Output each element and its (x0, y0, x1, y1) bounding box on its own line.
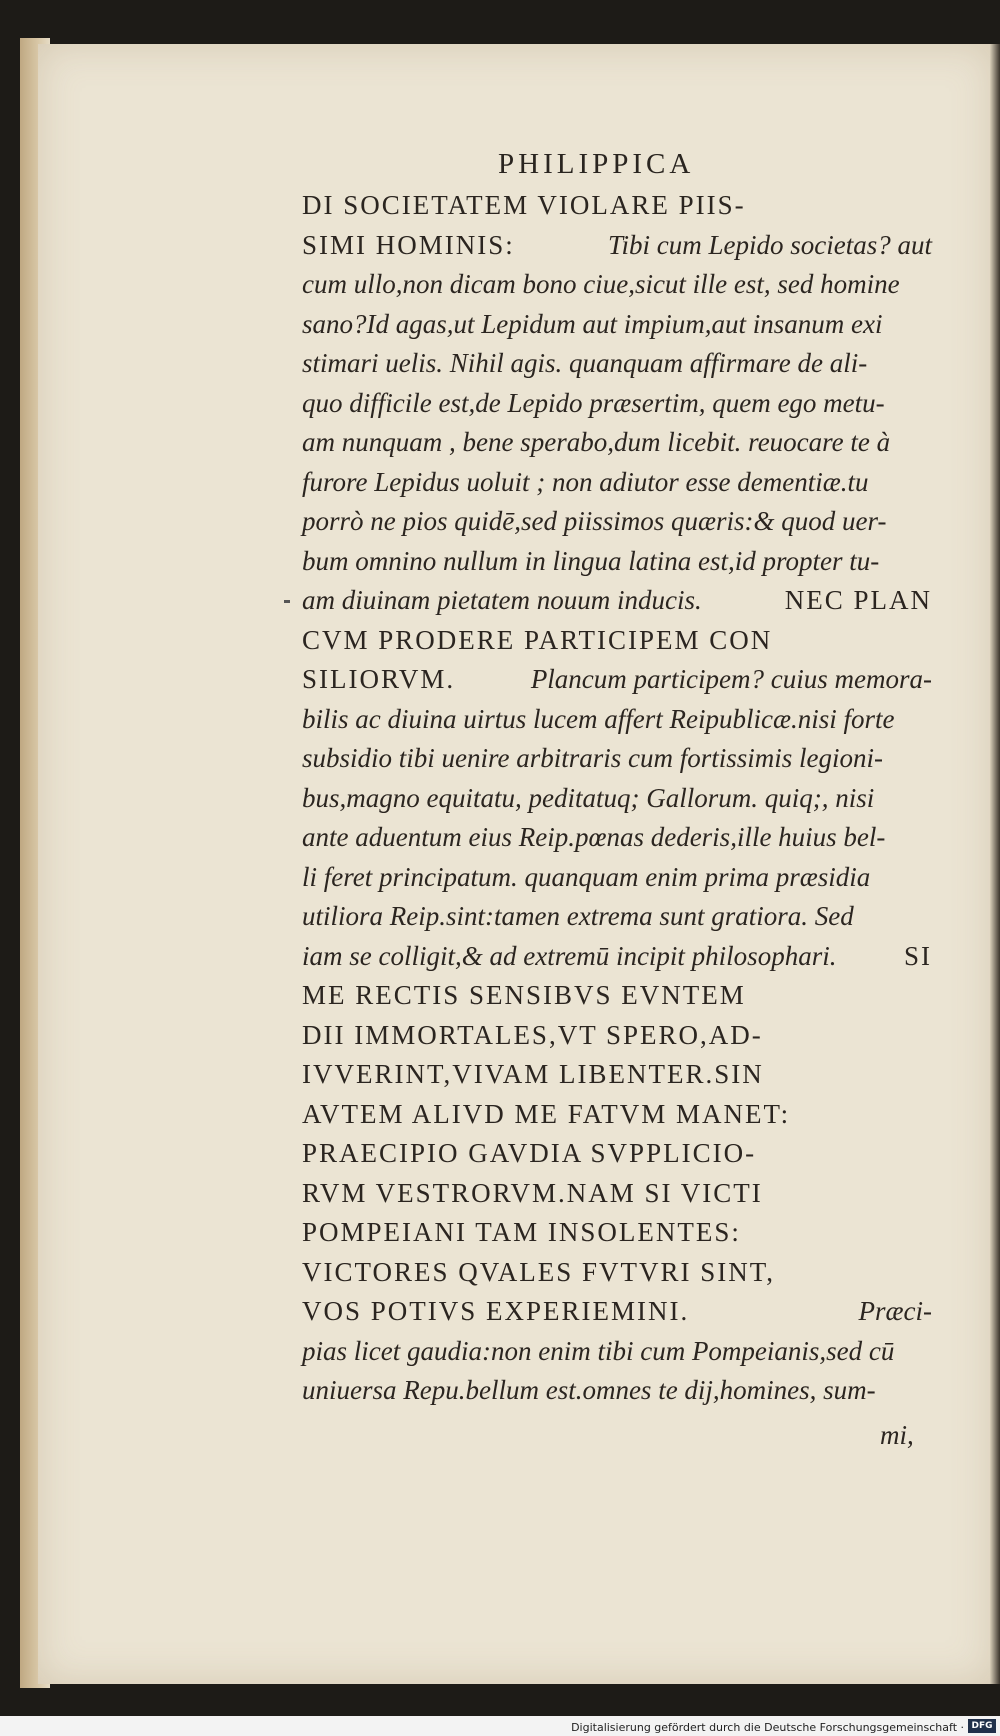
capitals-text-segment: DI SOCIETATEM VIOLARE PIIS- (302, 190, 746, 220)
text-line (302, 423, 932, 463)
italic-text-segment: ante aduentum eius Reip.pœnas dederis,ille huius bel- (302, 822, 886, 852)
capitals-text-segment: SI (903, 940, 932, 971)
catchword: mi, (880, 1420, 914, 1450)
capitals-text-segment: ME RECTIS SENSIBVS EVNTEM (302, 980, 746, 1010)
text-line (302, 305, 932, 345)
italic-text-segment: am diuinam pietatem nouum inducis. (302, 585, 702, 615)
text-line (302, 463, 932, 503)
margin-mark (284, 600, 290, 603)
text-line (302, 739, 932, 779)
italic-text-segment: am nunquam , bene sperabo,dum licebit. reuocare te à (302, 427, 891, 457)
italic-text-segment: li feret principatum. quanquam enim prima præsidia (302, 861, 871, 892)
text-line (302, 1055, 932, 1095)
text-line (302, 1292, 932, 1332)
capitals-text-segment: CVM PRODERE PARTICIPEM CON (302, 624, 773, 655)
text-line (302, 1213, 932, 1253)
italic-text-segment: Præci- (858, 1296, 932, 1326)
capitals-text-segment: DII IMMORTALES,VT SPERO,AD- (302, 1019, 763, 1050)
dfg-logo-icon: DFG (968, 1719, 996, 1733)
text-line (302, 621, 932, 661)
italic-text-segment: sano?Id agas,ut Lepidum aut impium,aut insanum exi (302, 308, 883, 339)
italic-text-segment: iam se colligit,& ad extremū incipit philosophari. (302, 940, 837, 971)
italic-text-segment: bus,magno equitatu, peditatuq; Gallorum. quiq;, nisi (302, 782, 875, 813)
capitals-text-segment: NEC PLAN (784, 585, 932, 615)
capitals-text-segment: VOS POTIVS EXPERIEMINI. (302, 1296, 690, 1326)
capitals-text-segment: VICTORES QVALES FVTVRI SINT, (302, 1256, 776, 1287)
italic-text-segment: cum ullo,non dicam bono ciue,sicut ille est, sed homine (302, 269, 900, 299)
italic-text-segment: uniuersa Repu.bellum est.omnes te dij,homines, sum- (302, 1375, 876, 1405)
text-line (302, 1095, 932, 1135)
italic-text-segment: bum omnino nullum in lingua latina est,id propter tu- (302, 545, 880, 576)
text-line (302, 858, 932, 898)
text-line (302, 1332, 932, 1372)
text-line (302, 1174, 932, 1214)
capitals-text-segment: IVVERINT,VIVAM LIBENTER.SIN (302, 1059, 764, 1089)
capitals-text-segment: AVTEM ALIVD ME FATVM MANET: (302, 1098, 791, 1129)
text-line (302, 1253, 932, 1293)
text-line (302, 542, 932, 582)
text-line (302, 226, 932, 266)
funding-credit: Digitalisierung gefördert durch die Deutsche Forschungsgemeinschaft · (571, 1721, 964, 1734)
capitals-text-segment: SILIORVM. (302, 664, 456, 694)
capitals-text-segment: PRAECIPIO GAVDIA SVPPLICIO- (302, 1138, 757, 1168)
italic-text-segment: furore Lepidus uoluit ; non adiutor esse dementiæ.tu (302, 466, 869, 497)
italic-text-segment: utiliora Reip.sint:tamen extrema sunt gratiora. Sed (302, 901, 854, 931)
text-line (302, 265, 932, 305)
text-line (302, 1134, 932, 1174)
text-line (302, 660, 932, 700)
capitals-text-segment: SIMI HOMINIS: (302, 229, 515, 260)
text-line (302, 344, 932, 384)
text-line (302, 581, 932, 621)
digitization-footer (0, 1716, 1000, 1736)
text-line (302, 502, 932, 542)
text-line (302, 897, 932, 937)
capitals-text-segment: RVM VESTRORVM.NAM SI VICTI (302, 1177, 763, 1208)
italic-text-segment: Plancum participem? cuius memora- (530, 664, 932, 694)
text-line (302, 186, 932, 226)
text-line (302, 384, 932, 424)
text-line (302, 818, 932, 858)
text-block (302, 186, 932, 1411)
capitals-text-segment: POMPEIANI TAM INSOLENTES: (302, 1217, 741, 1247)
italic-text-segment: subsidio tibi uenire arbitraris cum fortissimis legioni- (302, 743, 884, 773)
text-line (302, 1371, 932, 1411)
italic-text-segment: bilis ac diuina uirtus lucem affert Reipublicæ.nisi forte (302, 703, 895, 734)
italic-text-segment: pias licet gaudia:non enim tibi cum Pompeianis,sed cū (302, 1335, 895, 1366)
text-line (302, 700, 932, 740)
binding-shadow (990, 44, 1000, 1684)
text-line (302, 779, 932, 819)
running-head: PHILIPPICA (498, 148, 695, 180)
text-line (302, 937, 932, 977)
italic-text-segment: quo difficile est,de Lepido præsertim, quem ego metu- (302, 387, 885, 418)
text-line (302, 976, 932, 1016)
italic-text-segment: Tibi cum Lepido societas? aut (608, 229, 932, 260)
text-line (302, 1016, 932, 1056)
italic-text-segment: stimari uelis. Nihil agis. quanquam affirmare de ali- (302, 348, 868, 378)
italic-text-segment: porrò ne pios quidē,sed piissimos quæris:& quod uer- (302, 506, 887, 536)
